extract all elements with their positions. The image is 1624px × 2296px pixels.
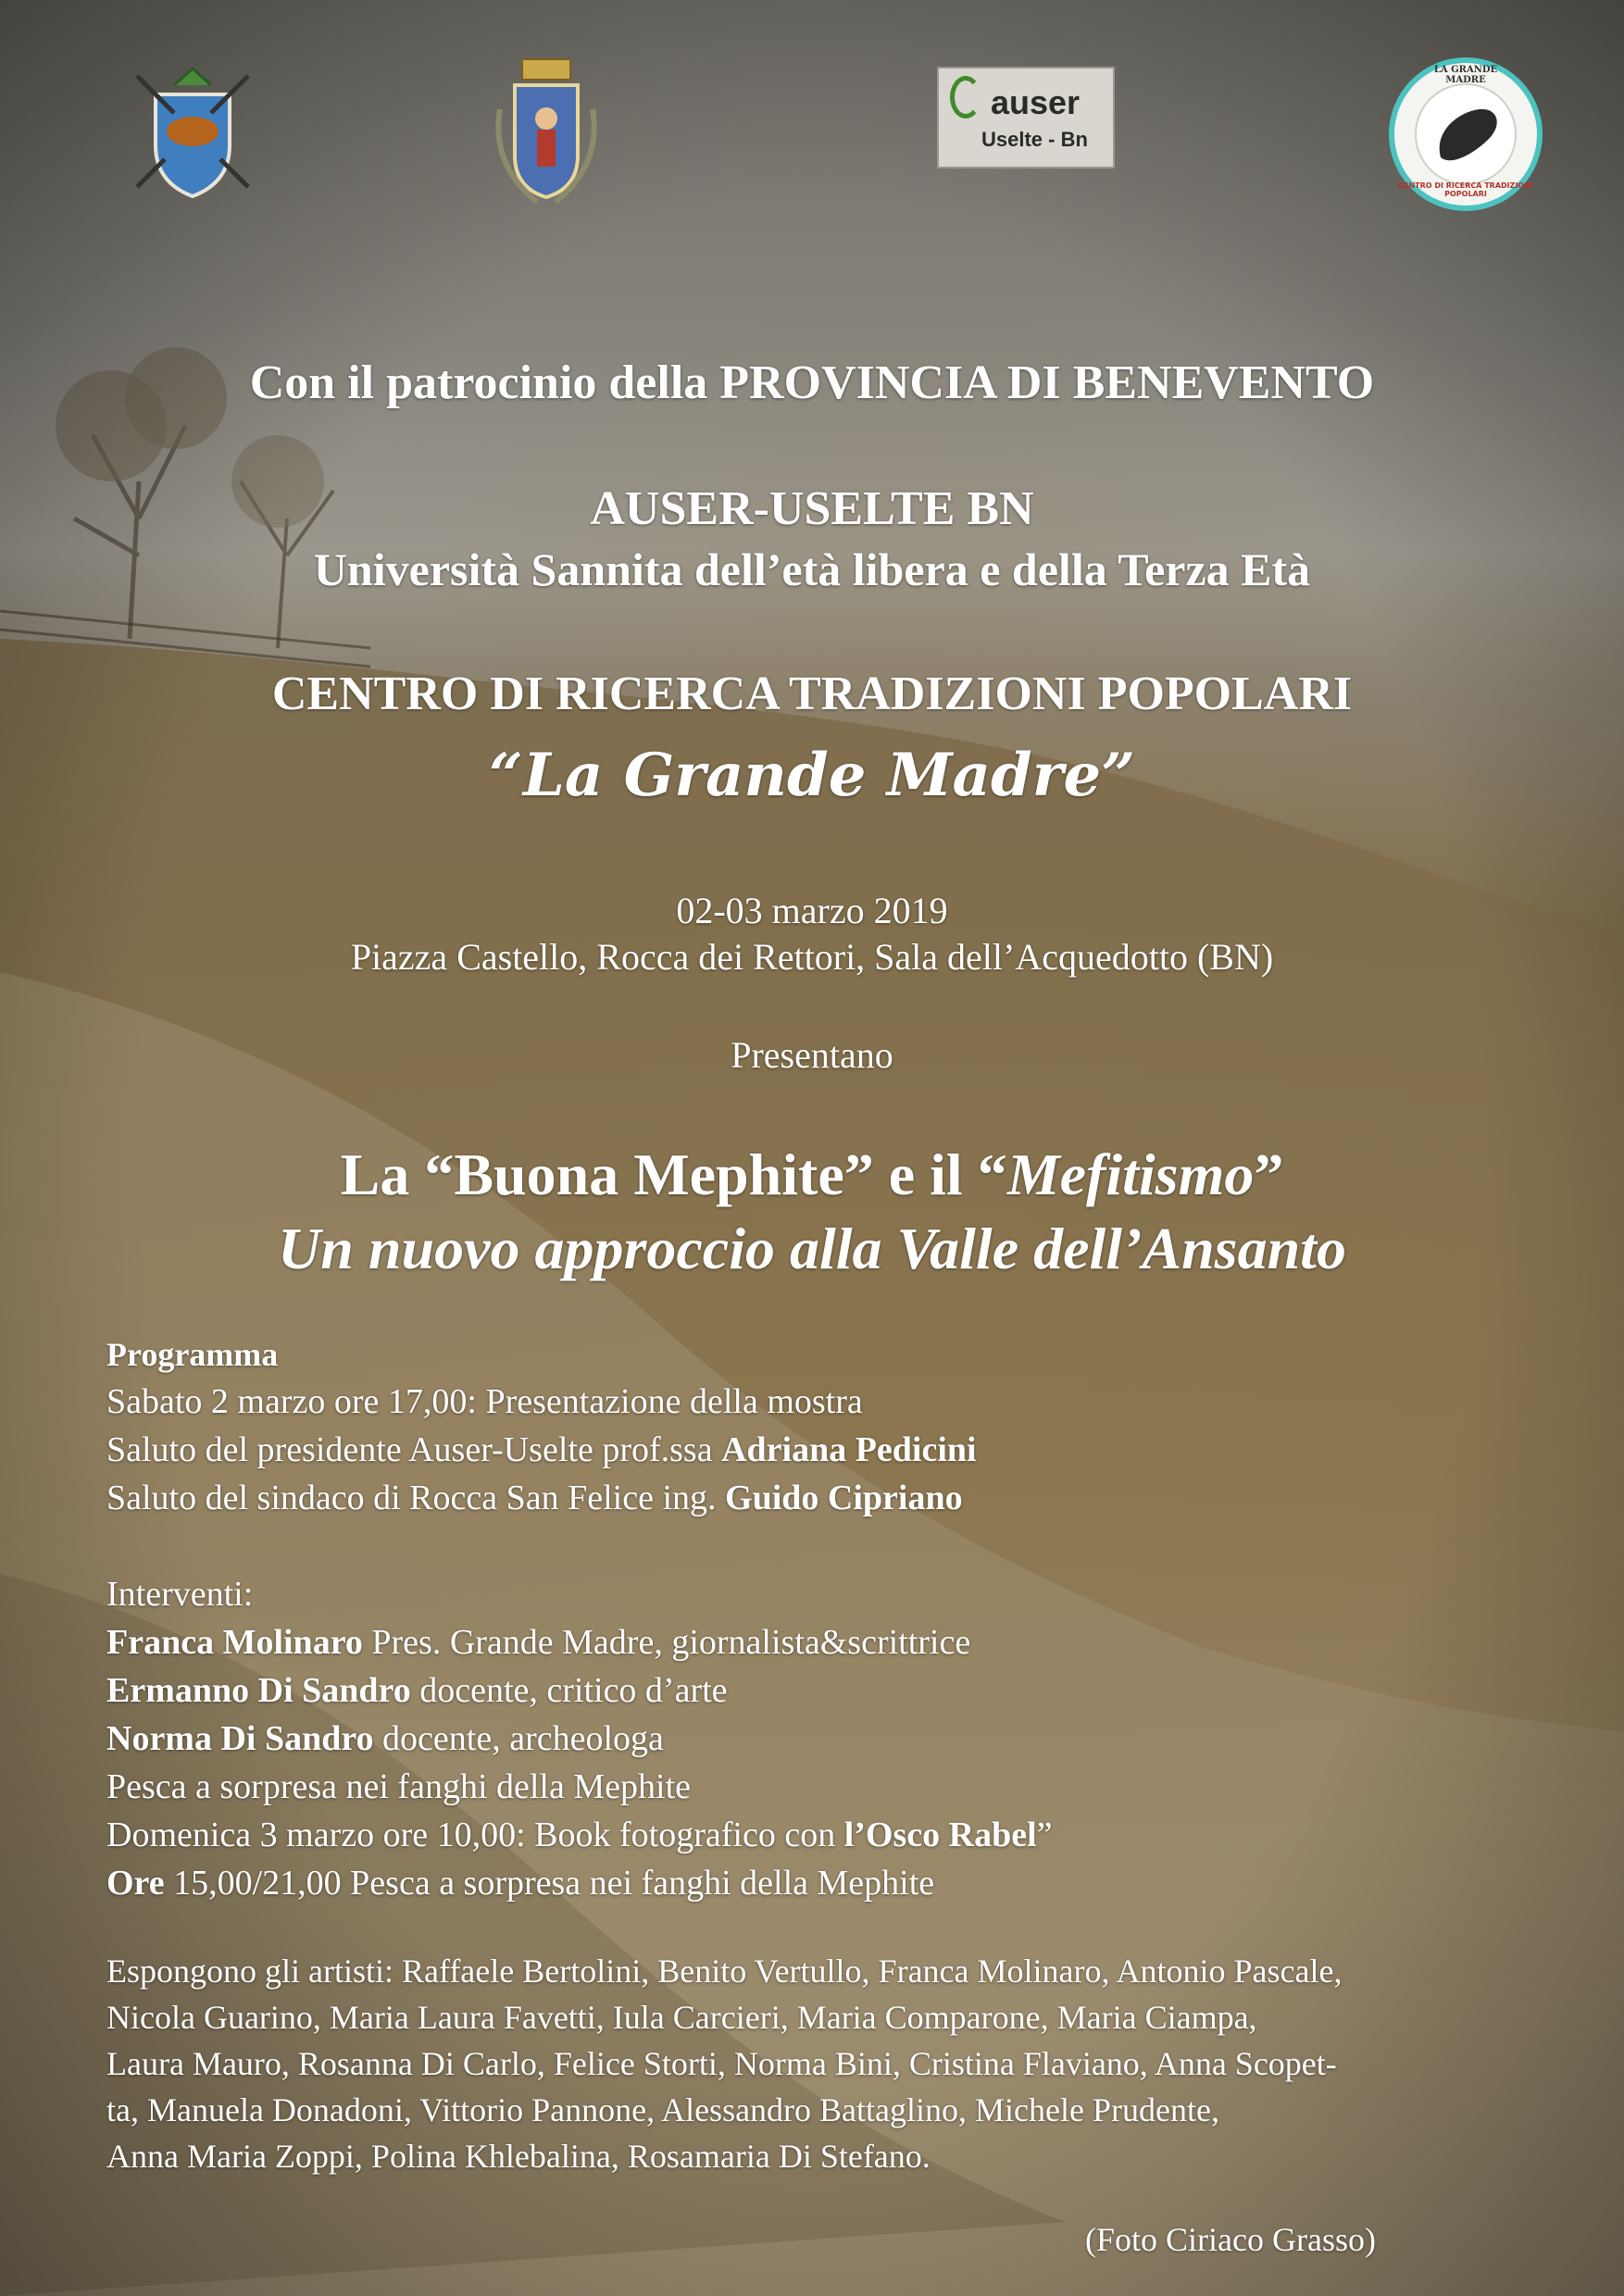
photo-credit: (Foto Ciriaco Grasso)	[1085, 2221, 1376, 2258]
auser-name: auser	[991, 83, 1081, 121]
program-line: Ore 15,00/21,00 Pesca a sorpresa nei fanghi della Mephite	[106, 1864, 935, 1903]
auser-sub: Uselte - Bn	[981, 128, 1088, 151]
grande-madre-ring-bottom: CENTRO DI RICERCA TRADIZIONI POPOLARI	[1398, 181, 1533, 198]
program-line: Saluto del sindaco di Rocca San Felice ing. Guido Cipriano	[106, 1479, 963, 1517]
program-heading: Programma	[106, 1336, 279, 1373]
interventi-label: Interventi:	[106, 1575, 254, 1614]
event-title	[0, 1141, 1624, 1209]
province-coat-of-arms-icon	[119, 57, 267, 206]
event-title-part1: La “Buona Mephite” e il “	[340, 1142, 1007, 1207]
municipal-crest-icon	[481, 54, 611, 211]
event-venue: Piazza Castello, Rocca dei Rettori, Sala dell’Acquedotto (BN)	[350, 936, 1274, 978]
auser-swirl-icon	[950, 76, 981, 119]
event-title-part3: ”	[1254, 1142, 1284, 1207]
artists-line: Espongono gli artisti: Raffaele Bertolini, Benito Vertullo, Franca Molinaro, Antonio Pascale,	[106, 1953, 1343, 1990]
presents-label: Presentano	[731, 1034, 893, 1076]
org1-title: AUSER-USELTE BN	[590, 482, 1034, 535]
artists-line: Laura Mauro, Rosanna Di Carlo, Felice Storti, Norma Bini, Cristina Flaviano, Anna Scopet-	[106, 2045, 1337, 2082]
artists-line: Anna Maria Zoppi, Polina Khlebalina, Rosamaria Di Stefano.	[106, 2138, 931, 2175]
program-line: Domenica 3 marzo ore 10,00: Book fotografico con l’Osco Rabel”	[106, 1816, 1053, 1854]
auser-logo	[937, 67, 1115, 168]
program-line: Pesca a sorpresa nei fanghi della Mephite	[106, 1767, 691, 1806]
event-title-italic: Mefitismo	[1006, 1142, 1255, 1207]
org1-subtitle: Università Sannita dell’età libera e della Terza Età	[313, 543, 1311, 595]
speaker-line: Norma Di Sandro docente, archeologa	[106, 1719, 664, 1758]
speaker-line: Ermanno Di Sandro docente, critico d’arte	[106, 1671, 728, 1710]
program-line: Saluto del presidente Auser-Uselte prof.ssa Adriana Pedicini	[106, 1430, 977, 1469]
patronage-line: Con il patrocinio della PROVINCIA DI BENEVENTO	[249, 356, 1375, 409]
artists-line: ta, Manuela Donadoni, Vittorio Pannone, Alessandro Battaglino, Michele Prudente,	[106, 2091, 1219, 2128]
org2-name: “La Grande Madre”	[489, 741, 1135, 810]
program-line: Sabato 2 marzo ore 17,00: Presentazione della mostra	[106, 1382, 863, 1421]
grande-madre-ring-top: LA GRANDE MADRE	[1433, 65, 1498, 85]
speaker-line: Franca Molinaro Pres. Grande Madre, giornalista&scrittrice	[106, 1623, 971, 1662]
event-subtitle: Un nuovo approccio alla Valle dell’Ansanto	[278, 1216, 1346, 1281]
event-date: 02-03 marzo 2019	[676, 890, 948, 931]
org2-title: CENTRO DI RICERCA TRADIZIONI POPOLARI	[271, 668, 1353, 720]
artists-line: Nicola Guarino, Maria Laura Favetti, Iula Carcieri, Maria Comparone, Maria Ciampa,	[106, 1999, 1257, 2036]
